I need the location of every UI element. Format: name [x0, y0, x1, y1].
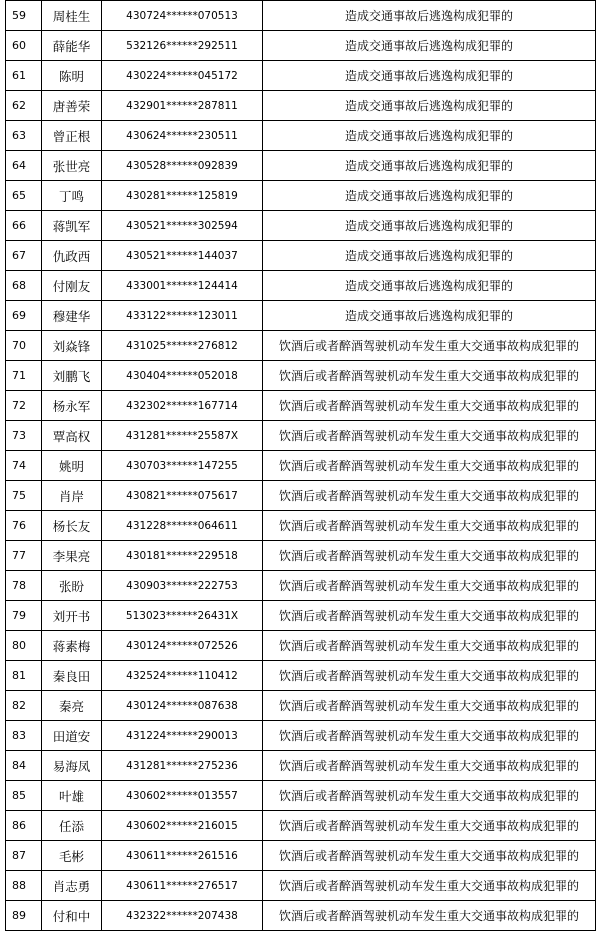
offense-description: 造成交通事故后逃逸构成犯罪的	[263, 181, 596, 211]
table-row	[6, 601, 596, 631]
table-row	[6, 151, 596, 181]
table-row	[6, 181, 596, 211]
table-row	[6, 451, 596, 481]
id-number: 431281******275236	[102, 751, 263, 781]
offense-description: 造成交通事故后逃逸构成犯罪的	[263, 211, 596, 241]
person-name: 陈明	[42, 61, 102, 91]
offense-description: 饮酒后或者醉酒驾驶机动车发生重大交通事故构成犯罪的	[263, 691, 596, 721]
id-number: 430611******261516	[102, 841, 263, 871]
id-number: 432901******287811	[102, 91, 263, 121]
table-row	[6, 241, 596, 271]
table-row	[6, 361, 596, 391]
table-row	[6, 301, 596, 331]
person-name: 秦亮	[42, 691, 102, 721]
offense-description: 造成交通事故后逃逸构成犯罪的	[263, 301, 596, 331]
person-name: 刘鹏飞	[42, 361, 102, 391]
id-number: 430124******087638	[102, 691, 263, 721]
id-number: 431025******276812	[102, 331, 263, 361]
row-number: 71	[6, 361, 42, 391]
table-row	[6, 1, 596, 31]
person-name: 肖志勇	[42, 871, 102, 901]
offense-description: 造成交通事故后逃逸构成犯罪的	[263, 271, 596, 301]
person-name: 任添	[42, 811, 102, 841]
offense-description: 饮酒后或者醉酒驾驶机动车发生重大交通事故构成犯罪的	[263, 901, 596, 931]
offense-description: 造成交通事故后逃逸构成犯罪的	[263, 31, 596, 61]
offense-description: 造成交通事故后逃逸构成犯罪的	[263, 151, 596, 181]
offender-table-body	[6, 1, 596, 931]
table-row	[6, 571, 596, 601]
row-number: 77	[6, 541, 42, 571]
row-number: 74	[6, 451, 42, 481]
table-row	[6, 811, 596, 841]
row-number: 78	[6, 571, 42, 601]
table-row	[6, 541, 596, 571]
row-number: 59	[6, 1, 42, 31]
person-name: 覃高权	[42, 421, 102, 451]
table-row	[6, 901, 596, 931]
person-name: 蒋素梅	[42, 631, 102, 661]
offense-description: 饮酒后或者醉酒驾驶机动车发生重大交通事故构成犯罪的	[263, 631, 596, 661]
row-number: 61	[6, 61, 42, 91]
offense-description: 饮酒后或者醉酒驾驶机动车发生重大交通事故构成犯罪的	[263, 751, 596, 781]
table-row	[6, 721, 596, 751]
row-number: 64	[6, 151, 42, 181]
table-row	[6, 481, 596, 511]
id-number: 430181******229518	[102, 541, 263, 571]
id-number: 430611******276517	[102, 871, 263, 901]
row-number: 88	[6, 871, 42, 901]
offense-description: 饮酒后或者醉酒驾驶机动车发生重大交通事故构成犯罪的	[263, 721, 596, 751]
person-name: 张盼	[42, 571, 102, 601]
id-number: 431281******25587X	[102, 421, 263, 451]
offense-description: 造成交通事故后逃逸构成犯罪的	[263, 91, 596, 121]
id-number: 430703******147255	[102, 451, 263, 481]
table-row	[6, 121, 596, 151]
person-name: 唐善荣	[42, 91, 102, 121]
table-row	[6, 781, 596, 811]
id-number: 430903******222753	[102, 571, 263, 601]
person-name: 丁鸣	[42, 181, 102, 211]
id-number: 430602******216015	[102, 811, 263, 841]
table-row	[6, 841, 596, 871]
person-name: 付刚友	[42, 271, 102, 301]
person-name: 田道安	[42, 721, 102, 751]
id-number: 433122******123011	[102, 301, 263, 331]
row-number: 73	[6, 421, 42, 451]
row-number: 83	[6, 721, 42, 751]
offense-description: 饮酒后或者醉酒驾驶机动车发生重大交通事故构成犯罪的	[263, 871, 596, 901]
row-number: 84	[6, 751, 42, 781]
table-row	[6, 631, 596, 661]
table-row	[6, 391, 596, 421]
person-name: 姚明	[42, 451, 102, 481]
table-row	[6, 511, 596, 541]
id-number: 430724******070513	[102, 1, 263, 31]
id-number: 431224******290013	[102, 721, 263, 751]
row-number: 60	[6, 31, 42, 61]
person-name: 杨永军	[42, 391, 102, 421]
table-row	[6, 751, 596, 781]
row-number: 72	[6, 391, 42, 421]
person-name: 毛彬	[42, 841, 102, 871]
id-number: 432322******207438	[102, 901, 263, 931]
person-name: 李果亮	[42, 541, 102, 571]
row-number: 86	[6, 811, 42, 841]
offense-description: 饮酒后或者醉酒驾驶机动车发生重大交通事故构成犯罪的	[263, 781, 596, 811]
person-name: 易海凤	[42, 751, 102, 781]
id-number: 430602******013557	[102, 781, 263, 811]
row-number: 65	[6, 181, 42, 211]
offense-description: 饮酒后或者醉酒驾驶机动车发生重大交通事故构成犯罪的	[263, 421, 596, 451]
table-row	[6, 871, 596, 901]
person-name: 肖岸	[42, 481, 102, 511]
offense-description: 饮酒后或者醉酒驾驶机动车发生重大交通事故构成犯罪的	[263, 511, 596, 541]
table-row	[6, 331, 596, 361]
id-number: 431228******064611	[102, 511, 263, 541]
id-number: 430124******072526	[102, 631, 263, 661]
id-number: 430821******075617	[102, 481, 263, 511]
offense-description: 饮酒后或者醉酒驾驶机动车发生重大交通事故构成犯罪的	[263, 481, 596, 511]
id-number: 430521******302594	[102, 211, 263, 241]
id-number: 430404******052018	[102, 361, 263, 391]
id-number: 430224******045172	[102, 61, 263, 91]
table-row	[6, 271, 596, 301]
id-number: 432524******110412	[102, 661, 263, 691]
offense-description: 饮酒后或者醉酒驾驶机动车发生重大交通事故构成犯罪的	[263, 811, 596, 841]
offense-description: 饮酒后或者醉酒驾驶机动车发生重大交通事故构成犯罪的	[263, 601, 596, 631]
offender-table	[5, 0, 596, 931]
row-number: 79	[6, 601, 42, 631]
person-name: 秦良田	[42, 661, 102, 691]
row-number: 69	[6, 301, 42, 331]
row-number: 62	[6, 91, 42, 121]
person-name: 穆建华	[42, 301, 102, 331]
table-row	[6, 691, 596, 721]
offense-description: 造成交通事故后逃逸构成犯罪的	[263, 61, 596, 91]
person-name: 付和中	[42, 901, 102, 931]
row-number: 85	[6, 781, 42, 811]
row-number: 87	[6, 841, 42, 871]
id-number: 430281******125819	[102, 181, 263, 211]
offense-description: 饮酒后或者醉酒驾驶机动车发生重大交通事故构成犯罪的	[263, 541, 596, 571]
person-name: 周桂生	[42, 1, 102, 31]
person-name: 刘开书	[42, 601, 102, 631]
table-row	[6, 61, 596, 91]
offense-description: 饮酒后或者醉酒驾驶机动车发生重大交通事故构成犯罪的	[263, 331, 596, 361]
offense-description: 饮酒后或者醉酒驾驶机动车发生重大交通事故构成犯罪的	[263, 391, 596, 421]
id-number: 430521******144037	[102, 241, 263, 271]
table-row	[6, 421, 596, 451]
row-number: 89	[6, 901, 42, 931]
row-number: 81	[6, 661, 42, 691]
row-number: 68	[6, 271, 42, 301]
offense-description: 饮酒后或者醉酒驾驶机动车发生重大交通事故构成犯罪的	[263, 841, 596, 871]
person-name: 张世亮	[42, 151, 102, 181]
person-name: 杨长友	[42, 511, 102, 541]
person-name: 刘焱锋	[42, 331, 102, 361]
table-row	[6, 31, 596, 61]
id-number: 433001******124414	[102, 271, 263, 301]
table-row	[6, 91, 596, 121]
id-number: 430528******092839	[102, 151, 263, 181]
row-number: 76	[6, 511, 42, 541]
person-name: 仇政西	[42, 241, 102, 271]
row-number: 63	[6, 121, 42, 151]
table-row	[6, 661, 596, 691]
person-name: 蒋凯军	[42, 211, 102, 241]
id-number: 430624******230511	[102, 121, 263, 151]
offense-description: 饮酒后或者醉酒驾驶机动车发生重大交通事故构成犯罪的	[263, 451, 596, 481]
offense-description: 饮酒后或者醉酒驾驶机动车发生重大交通事故构成犯罪的	[263, 661, 596, 691]
table-row	[6, 211, 596, 241]
row-number: 70	[6, 331, 42, 361]
row-number: 67	[6, 241, 42, 271]
person-name: 叶雄	[42, 781, 102, 811]
row-number: 82	[6, 691, 42, 721]
offense-description: 造成交通事故后逃逸构成犯罪的	[263, 241, 596, 271]
person-name: 薛能华	[42, 31, 102, 61]
row-number: 80	[6, 631, 42, 661]
person-name: 曾正根	[42, 121, 102, 151]
row-number: 66	[6, 211, 42, 241]
offense-description: 饮酒后或者醉酒驾驶机动车发生重大交通事故构成犯罪的	[263, 361, 596, 391]
offense-description: 造成交通事故后逃逸构成犯罪的	[263, 1, 596, 31]
id-number: 532126******292511	[102, 31, 263, 61]
offense-description: 饮酒后或者醉酒驾驶机动车发生重大交通事故构成犯罪的	[263, 571, 596, 601]
offense-description: 造成交通事故后逃逸构成犯罪的	[263, 121, 596, 151]
id-number: 432302******167714	[102, 391, 263, 421]
id-number: 513023******26431X	[102, 601, 263, 631]
row-number: 75	[6, 481, 42, 511]
